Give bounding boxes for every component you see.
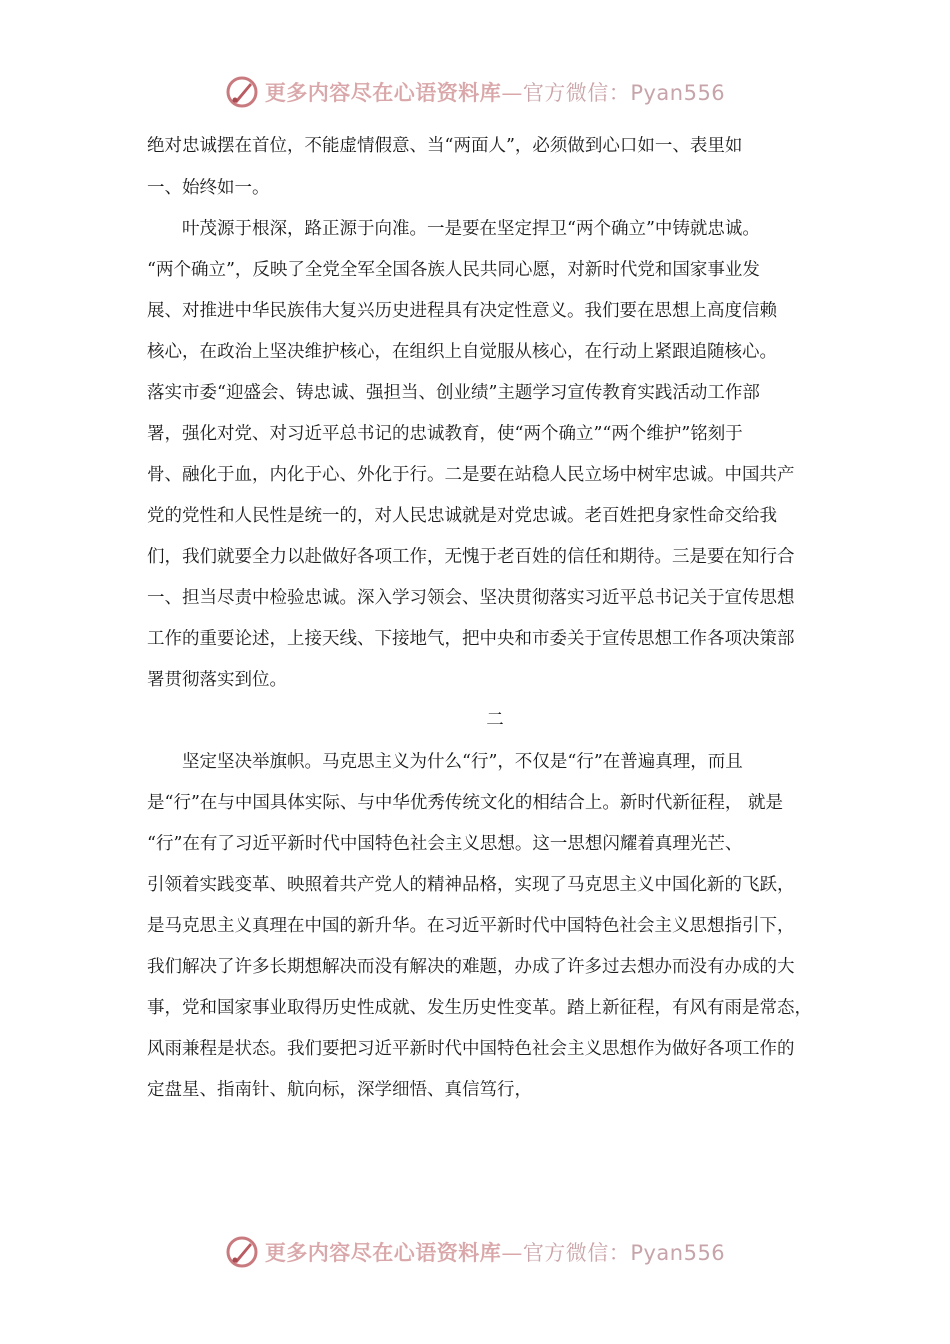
text-line: 骨、融化于血，内化于心、外化于行。二是要在站稳人民立场中树牢忠诚。中国共产 [147, 465, 795, 485]
text-line: 叶茂源于根深，路正源于向准。一是要在坚定捍卫“两个确立”中铸就忠诚。 [147, 219, 760, 239]
banner-main-text: 更多内容尽在心语资料库 [264, 81, 502, 105]
banner-wechat-id: Pyan556 [630, 1241, 726, 1265]
text-line: “两个确立”，反映了全党全军全国各族人民共同心愿，对新时代党和国家事业发 [147, 260, 760, 280]
text-line: 核心，在政治上坚决维护核心，在组织上自觉服从核心，在行动上紧跟追随核心。 [147, 342, 777, 362]
text-line: 一、担当尽责中检验忠诚。深入学习领会、坚决贯彻落实习近平总书记关于宣传思想 [147, 588, 795, 608]
quill-logo-icon [225, 75, 259, 109]
text-line: 署，强化对党、对习近平总书记的忠诚教育，使“两个确立”“两个维护”铭刻于 [147, 424, 743, 444]
text-line: 引领着实践变革、映照着共产党人的精神品格，实现了马克思主义中国化新的飞跃， [147, 875, 795, 895]
text-line: 事，党和国家事业取得历史性成就、发生历史性变革。踏上新征程，有风有雨是常态， [147, 998, 812, 1018]
banner-wechat-id: Pyan556 [630, 81, 726, 105]
quill-logo-icon [225, 1235, 259, 1269]
text-line: 风雨兼程是状态。我们要把习近平新时代中国特色社会主义思想作为做好各项工作的 [147, 1039, 795, 1059]
banner-main-text: 更多内容尽在心语资料库 [264, 1241, 502, 1265]
text-line: 一、始终如一。 [147, 178, 270, 198]
text-line: 展、对推进中华民族伟大复兴历史进程具有决定性意义。我们要在思想上高度信赖 [147, 301, 777, 321]
text-line: 党的党性和人民性是统一的，对人民忠诚就是对党忠诚。老百姓把身家性命交给我 [147, 506, 777, 526]
header-banner [0, 72, 950, 112]
text-line: “行”在有了习近平新时代中国特色社会主义思想。这一思想闪耀着真理光芒、 [147, 834, 743, 854]
text-line: 工作的重要论述，上接天线、下接地气，把中央和市委关于宣传思想工作各项决策部 [147, 629, 795, 649]
banner-dash: — [501, 1241, 523, 1265]
text-line: 定盘星、指南针、航向标，深学细悟、真信笃行， [147, 1080, 532, 1100]
banner-text [265, 1237, 725, 1267]
text-line: 们，我们就要全力以赴做好各项工作，无愧于老百姓的信任和期待。三是要在知行合 [147, 547, 795, 567]
text-line: 落实市委“迎盛会、铸忠诚、强担当、创业绩”主题学习宣传教育实践活动工作部 [147, 383, 760, 403]
text-line: 绝对忠诚摆在首位，不能虚情假意、当“两面人”，必须做到心口如一、表里如 [147, 136, 743, 156]
footer-banner [0, 1232, 950, 1272]
text-line: 我们解决了许多长期想解决而没有解决的难题，办成了许多过去想办而没有办成的大 [147, 957, 795, 977]
text-line: 是“行”在与中国具体实际、与中华优秀传统文化的相结合上。新时代新征程， 就是 [147, 793, 783, 813]
banner-wechat-label: 官方微信： [522, 1241, 631, 1265]
text-line: 是马克思主义真理在中国的新升华。在习近平新时代中国特色社会主义思想指引下， [147, 916, 795, 936]
section-number: 二 [486, 710, 504, 730]
banner-wechat-label: 官方微信： [522, 81, 631, 105]
text-line: 署贯彻落实到位。 [147, 670, 287, 690]
banner-dash: — [501, 81, 523, 105]
text-line: 坚定坚决举旗帜。马克思主义为什么“行”，不仅是“行”在普遍真理，而且 [147, 752, 743, 772]
banner-text [265, 77, 725, 107]
